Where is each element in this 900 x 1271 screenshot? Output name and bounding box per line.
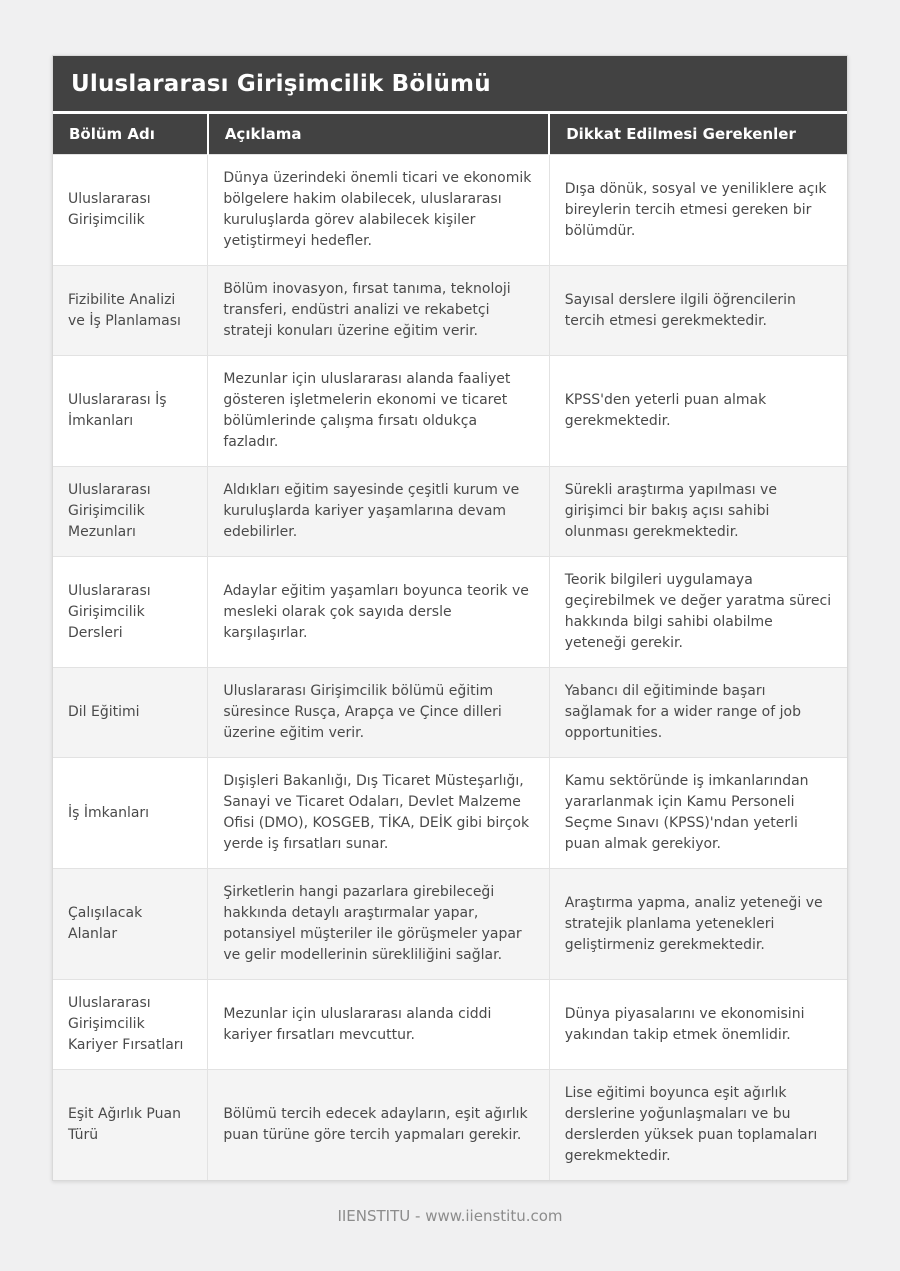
- department-info-card: [52, 55, 848, 1181]
- department-name-cell: Uluslararası İş İmkanları: [53, 356, 208, 467]
- description-cell: Dünya üzerindeki önemli ticari ve ekonomik bölgelere hakim olabilecek, uluslararası kuruluşlarda görev alabilecek kişiler yetiştirmeyi hedefler.: [208, 155, 549, 266]
- table-row: [53, 266, 847, 356]
- footer-branding: IIENSTITU - www.iienstitu.com: [337, 1207, 563, 1225]
- table-row: [53, 557, 847, 668]
- notes-cell: KPSS'den yeterli puan almak gerekmektedir.: [549, 356, 847, 467]
- department-name-cell: Uluslararası Girişimcilik Dersleri: [53, 557, 208, 668]
- department-name-cell: Uluslararası Girişimcilik: [53, 155, 208, 266]
- header-department-name: Bölüm Adı: [53, 114, 208, 155]
- header-notes: Dikkat Edilmesi Gerekenler: [549, 114, 847, 155]
- table-header-row: [53, 114, 847, 155]
- notes-cell: Dışa dönük, sosyal ve yeniliklere açık bireylerin tercih etmesi gereken bir bölümdür.: [549, 155, 847, 266]
- notes-cell: Lise eğitimi boyunca eşit ağırlık derslerine yoğunlaşmaları ve bu derslerden yüksek puan toplamaları gerekmektedir.: [549, 1070, 847, 1181]
- description-cell: Mezunlar için uluslararası alanda faaliyet gösteren işletmelerin ekonomi ve ticaret bölümlerinde çalışma fırsatı oldukça fazladır.: [208, 356, 549, 467]
- description-cell: Dışişleri Bakanlığı, Dış Ticaret Müsteşarlığı, Sanayi ve Ticaret Odaları, Devlet Malzeme Ofisi (DMO), KOSGEB, TİKA, DEİK gibi birçok yerde iş fırsatları sunar.: [208, 758, 549, 869]
- table-body: [53, 155, 847, 1181]
- description-cell: Uluslararası Girişimcilik bölümü eğitim süresince Rusça, Arapça ve Çince dilleri üzerine eğitim verir.: [208, 668, 549, 758]
- description-cell: Mezunlar için uluslararası alanda ciddi kariyer fırsatları mevcuttur.: [208, 980, 549, 1070]
- description-cell: Bölümü tercih edecek adayların, eşit ağırlık puan türüne göre tercih yapmaları gerekir.: [208, 1070, 549, 1181]
- department-name-cell: Eşit Ağırlık Puan Türü: [53, 1070, 208, 1181]
- description-cell: Bölüm inovasyon, fırsat tanıma, teknoloji transferi, endüstri analizi ve rekabetçi strateji konuları üzerine eğitim verir.: [208, 266, 549, 356]
- description-cell: Aldıkları eğitim sayesinde çeşitli kurum ve kuruluşlarda kariyer yaşamlarına devam edebilirler.: [208, 467, 549, 557]
- table-row: [53, 869, 847, 980]
- table-row: [53, 467, 847, 557]
- description-cell: Adaylar eğitim yaşamları boyunca teorik ve mesleki olarak çok sayıda dersle karşılaşırlar.: [208, 557, 549, 668]
- notes-cell: Teorik bilgileri uygulamaya geçirebilmek ve değer yaratma süreci hakkında bilgi sahibi olabilme yeteneği gerekir.: [549, 557, 847, 668]
- department-name-cell: Fizibilite Analizi ve İş Planlaması: [53, 266, 208, 356]
- description-cell: Şirketlerin hangi pazarlara girebileceği hakkında detaylı araştırmalar yapar, potansiyel müşteriler ile görüşmeler yapar ve gelir modellerinin sürekliliğini sağlar.: [208, 869, 549, 980]
- table-header: [53, 114, 847, 155]
- table-row: [53, 356, 847, 467]
- notes-cell: Dünya piyasalarını ve ekonomisini yakından takip etmek önemlidir.: [549, 980, 847, 1070]
- department-name-cell: Uluslararası Girişimcilik Mezunları: [53, 467, 208, 557]
- header-description: Açıklama: [208, 114, 549, 155]
- table-row: [53, 668, 847, 758]
- department-table: [53, 114, 847, 1180]
- department-name-cell: Çalışılacak Alanlar: [53, 869, 208, 980]
- notes-cell: Sayısal derslere ilgili öğrencilerin tercih etmesi gerekmektedir.: [549, 266, 847, 356]
- table-row: [53, 1070, 847, 1181]
- notes-cell: Yabancı dil eğitiminde başarı sağlamak for a wider range of job opportunities.: [549, 668, 847, 758]
- department-name-cell: Uluslararası Girişimcilik Kariyer Fırsatları: [53, 980, 208, 1070]
- department-name-cell: İş İmkanları: [53, 758, 208, 869]
- table-row: [53, 155, 847, 266]
- page-title: Uluslararası Girişimcilik Bölümü: [53, 56, 847, 111]
- notes-cell: Sürekli araştırma yapılması ve girişimci bir bakış açısı sahibi olunması gerekmektedir.: [549, 467, 847, 557]
- notes-cell: Kamu sektöründe iş imkanlarından yararlanmak için Kamu Personeli Seçme Sınavı (KPSS)'ndan yeterli puan almak gerekiyor.: [549, 758, 847, 869]
- notes-cell: Araştırma yapma, analiz yeteneği ve stratejik planlama yetenekleri geliştirmeniz gerekmektedir.: [549, 869, 847, 980]
- table-row: [53, 980, 847, 1070]
- table-row: [53, 758, 847, 869]
- department-name-cell: Dil Eğitimi: [53, 668, 208, 758]
